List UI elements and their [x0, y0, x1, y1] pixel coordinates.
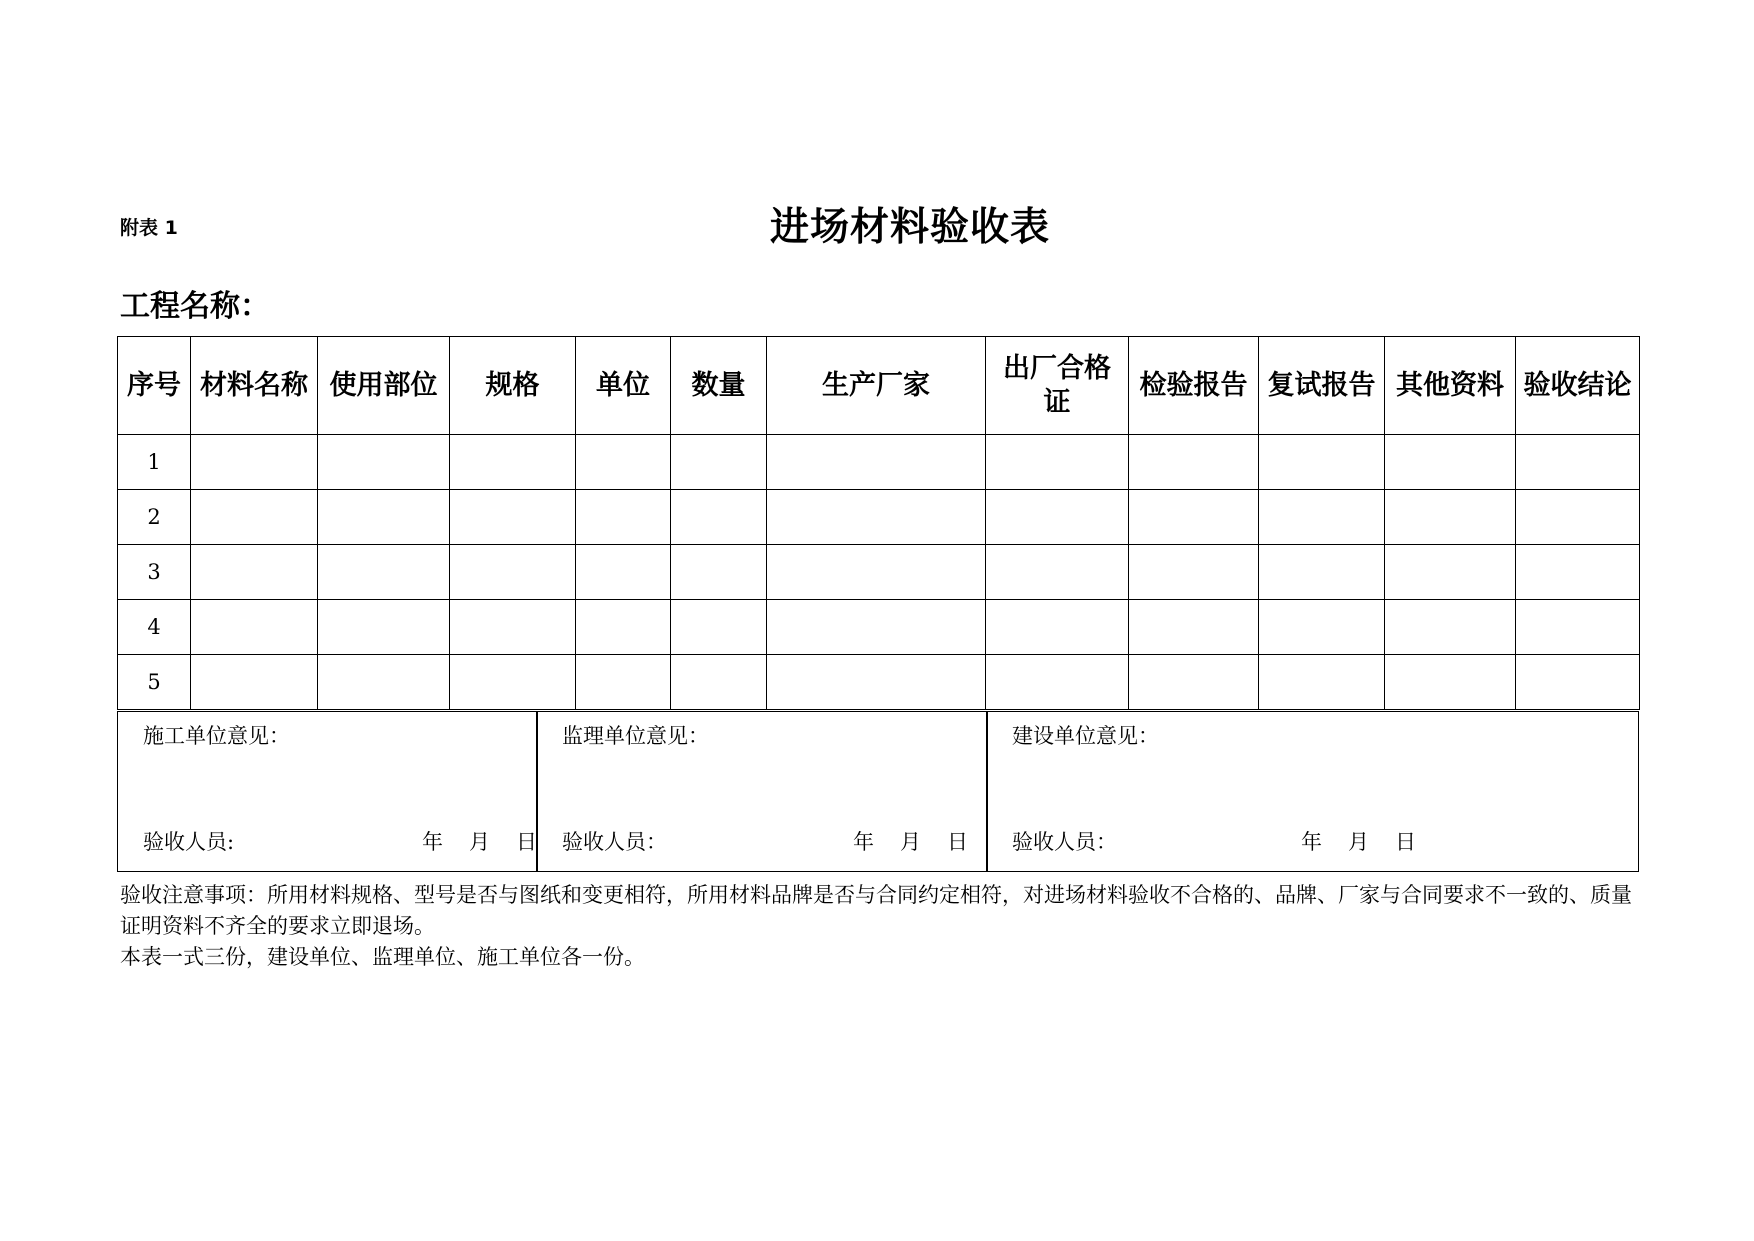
col-header-seq: 序号 — [118, 337, 191, 435]
supervision-opinion-label: 监理单位意见： — [562, 724, 709, 748]
table-row — [118, 655, 1640, 710]
col-header-conclusion: 验收结论 — [1516, 337, 1640, 435]
cell-quantity[interactable] — [671, 435, 767, 490]
col-header-unit: 单位 — [576, 337, 671, 435]
client-inspector-label: 验收人员： — [1012, 830, 1117, 854]
cell-unit[interactable] — [576, 600, 671, 655]
supervision-inspector-label: 验收人员： — [562, 830, 667, 854]
table-row — [118, 600, 1640, 655]
supervision-year-label: 年 — [853, 830, 874, 854]
appendix-label: 附表 1 — [120, 217, 178, 239]
client-opinion-label: 建设单位意见： — [1012, 724, 1159, 748]
cell-usage-location[interactable] — [318, 490, 450, 545]
cell-retest-report[interactable] — [1259, 545, 1385, 600]
col-header-certificate: 出厂合格证 — [986, 337, 1129, 435]
table-row — [118, 545, 1640, 600]
col-header-inspection-report: 检验报告 — [1129, 337, 1259, 435]
cell-manufacturer[interactable] — [767, 545, 986, 600]
document-title: 进场材料验收表 — [769, 205, 1050, 250]
cell-other-docs[interactable] — [1385, 490, 1516, 545]
col-header-material-name: 材料名称 — [191, 337, 318, 435]
client-month-label: 月 — [1348, 830, 1369, 854]
cell-seq: 2 — [118, 490, 191, 545]
cell-inspection-report[interactable] — [1129, 600, 1259, 655]
cell-material-name[interactable] — [191, 490, 318, 545]
cell-certificate[interactable] — [986, 545, 1129, 600]
cell-usage-location[interactable] — [318, 545, 450, 600]
cell-conclusion[interactable] — [1516, 435, 1640, 490]
construction-day-label: 日 — [516, 830, 537, 854]
construction-inspector-label: 验收人员: — [143, 830, 235, 854]
table-row — [118, 435, 1640, 490]
acceptance-note-text: 验收注意事项：所用材料规格、型号是否与图纸和变更相符，所用材料品牌是否与合同约定相符，对进场材料验收不合格的、品牌、厂家与合同要求不一致的、质量证明资料不齐全的要求立即退场。 — [120, 883, 1632, 938]
col-header-other-docs: 其他资料 — [1385, 337, 1516, 435]
supervision-unit-opinion[interactable] — [536, 711, 988, 872]
cell-inspection-report[interactable] — [1129, 655, 1259, 710]
cell-manufacturer[interactable] — [767, 490, 986, 545]
cell-spec[interactable] — [450, 435, 576, 490]
supervision-day-label: 日 — [947, 830, 968, 854]
cell-retest-report[interactable] — [1259, 435, 1385, 490]
col-header-spec: 规格 — [450, 337, 576, 435]
cell-retest-report[interactable] — [1259, 490, 1385, 545]
cell-conclusion[interactable] — [1516, 545, 1640, 600]
cell-certificate[interactable] — [986, 600, 1129, 655]
construction-unit-opinion[interactable] — [117, 711, 538, 872]
cell-spec[interactable] — [450, 490, 576, 545]
cell-unit[interactable] — [576, 435, 671, 490]
cell-unit[interactable] — [576, 545, 671, 600]
cell-conclusion[interactable] — [1516, 655, 1640, 710]
cell-other-docs[interactable] — [1385, 545, 1516, 600]
cell-conclusion[interactable] — [1516, 600, 1640, 655]
client-year-label: 年 — [1301, 830, 1322, 854]
table-row — [118, 490, 1640, 545]
cell-quantity[interactable] — [671, 655, 767, 710]
cell-seq: 5 — [118, 655, 191, 710]
cell-manufacturer[interactable] — [767, 435, 986, 490]
cell-spec[interactable] — [450, 545, 576, 600]
cell-inspection-report[interactable] — [1129, 490, 1259, 545]
cell-material-name[interactable] — [191, 600, 318, 655]
cell-quantity[interactable] — [671, 600, 767, 655]
col-header-quantity: 数量 — [671, 337, 767, 435]
cell-other-docs[interactable] — [1385, 600, 1516, 655]
cell-other-docs[interactable] — [1385, 655, 1516, 710]
cell-material-name[interactable] — [191, 435, 318, 490]
client-unit-opinion[interactable] — [986, 711, 1639, 872]
cell-conclusion[interactable] — [1516, 490, 1640, 545]
cell-certificate[interactable] — [986, 490, 1129, 545]
cell-manufacturer[interactable] — [767, 655, 986, 710]
copies-note-text: 本表一式三份，建设单位、监理单位、施工单位各一份。 — [120, 945, 645, 969]
cell-spec[interactable] — [450, 600, 576, 655]
cell-material-name[interactable] — [191, 655, 318, 710]
table-header-row — [118, 337, 1640, 435]
cell-quantity[interactable] — [671, 545, 767, 600]
cell-inspection-report[interactable] — [1129, 545, 1259, 600]
cell-unit[interactable] — [576, 490, 671, 545]
cell-other-docs[interactable] — [1385, 435, 1516, 490]
cell-retest-report[interactable] — [1259, 600, 1385, 655]
cell-usage-location[interactable] — [318, 435, 450, 490]
cell-certificate[interactable] — [986, 655, 1129, 710]
construction-opinion-label: 施工单位意见： — [143, 724, 290, 748]
project-name-label: 工程名称： — [120, 289, 270, 324]
supervision-month-label: 月 — [900, 830, 921, 854]
cell-retest-report[interactable] — [1259, 655, 1385, 710]
cell-certificate[interactable] — [986, 435, 1129, 490]
material-acceptance-table — [117, 336, 1640, 710]
col-header-manufacturer: 生产厂家 — [767, 337, 986, 435]
cell-seq: 1 — [118, 435, 191, 490]
col-header-retest-report: 复试报告 — [1259, 337, 1385, 435]
cell-seq: 4 — [118, 600, 191, 655]
cell-spec[interactable] — [450, 655, 576, 710]
construction-year-label: 年 — [422, 830, 443, 854]
cell-quantity[interactable] — [671, 490, 767, 545]
cell-seq: 3 — [118, 545, 191, 600]
col-header-usage-location: 使用部位 — [318, 337, 450, 435]
construction-month-label: 月 — [469, 830, 490, 854]
client-day-label: 日 — [1395, 830, 1416, 854]
cell-manufacturer[interactable] — [767, 600, 986, 655]
cell-inspection-report[interactable] — [1129, 435, 1259, 490]
cell-usage-location[interactable] — [318, 655, 450, 710]
cell-usage-location[interactable] — [318, 600, 450, 655]
cell-material-name[interactable] — [191, 545, 318, 600]
cell-unit[interactable] — [576, 655, 671, 710]
acceptance-notes — [120, 880, 1640, 973]
